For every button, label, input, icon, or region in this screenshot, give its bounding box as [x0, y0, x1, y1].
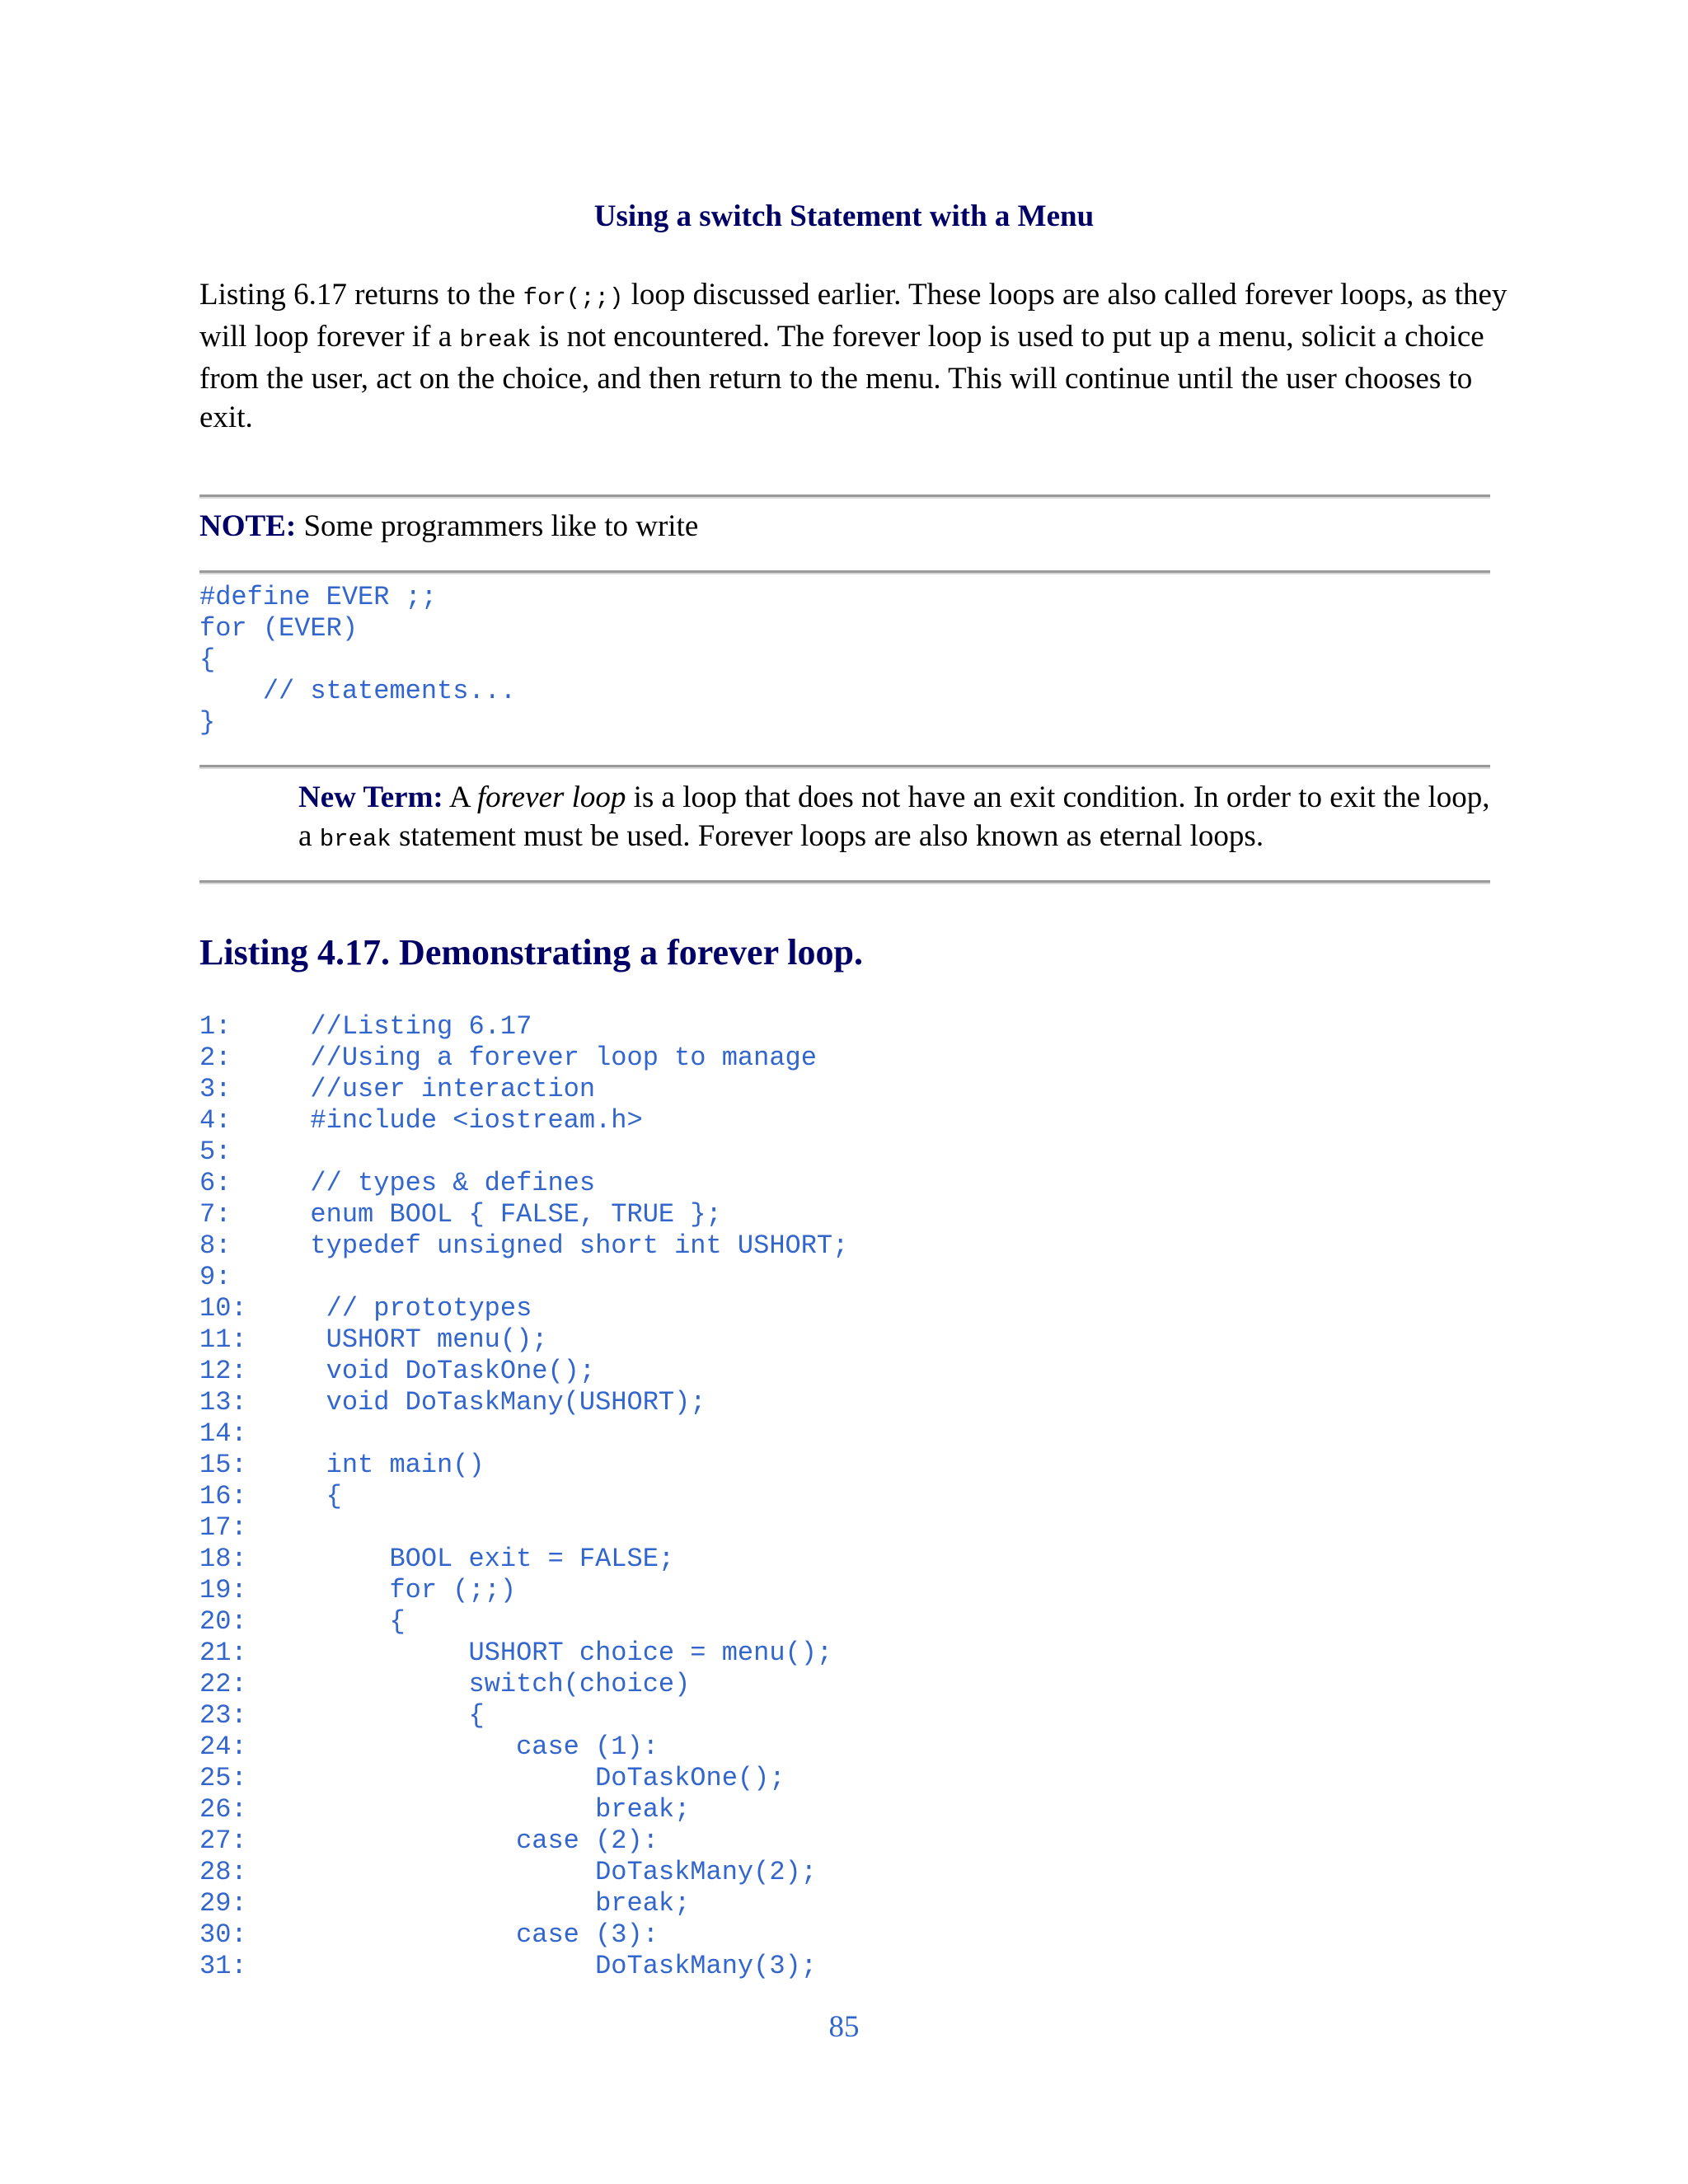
note-text: Some programmers like to write [296, 509, 699, 543]
code-line: 6: // types & defines [199, 1168, 596, 1198]
code-line: } [199, 707, 216, 738]
code-line: 25: DoTaskOne(); [199, 1763, 785, 1793]
code-line: 17: [199, 1512, 247, 1543]
code-line: for (EVER) [199, 613, 359, 644]
page-number: 85 [828, 2010, 860, 2044]
code-line: #define EVER ;; [199, 582, 438, 612]
code-line: 14: [199, 1418, 247, 1449]
code-line: 16: { [199, 1481, 342, 1511]
code-line: 30: case (3): [199, 1919, 659, 1950]
code-line: 4: #include <iostream.h> [199, 1105, 643, 1136]
inline-code-break: break [459, 326, 532, 354]
new-term-text-1: A [443, 780, 477, 814]
note [199, 509, 698, 544]
inline-code-break: break [319, 826, 392, 853]
code-line: 22: switch(choice) [199, 1669, 691, 1699]
code-line: 27: case (2): [199, 1825, 659, 1856]
code-line: 24: case (1): [199, 1732, 659, 1762]
note-top-rule [199, 494, 1490, 499]
intro-text-1: Listing 6.17 returns to the [199, 278, 523, 312]
code-line: 8: typedef unsigned short int USHORT; [199, 1230, 849, 1261]
new-term-box [298, 778, 1493, 859]
code-line: 15: int main() [199, 1450, 485, 1480]
inline-code-for: for(;;) [523, 284, 624, 312]
new-term-text-2: is a loop that does not have an exit condition. In order to exit the loop, a [298, 780, 1490, 853]
code-line: 29: break; [199, 1888, 691, 1919]
new-term-top-rule [199, 765, 1490, 769]
note-label: NOTE: [199, 509, 297, 543]
note-code-block [199, 582, 516, 738]
code-line: 7: enum BOOL { FALSE, TRUE }; [199, 1199, 722, 1230]
code-line: 23: { [199, 1700, 485, 1731]
code-line: 5: [199, 1137, 232, 1167]
code-line: // statements... [199, 676, 517, 706]
code-line: 21: USHORT choice = menu(); [199, 1638, 833, 1668]
intro-text-3: is not encountered. The forever loop is used to put up a menu, solicit a choice from the user, act on the choice, and then return to the menu. This will continue until the user chooses to exit. [199, 320, 1484, 434]
code-line: 28: DoTaskMany(2); [199, 1857, 817, 1887]
new-term-text-3: statement must be used. Forever loops are also known as eternal loops. [391, 819, 1264, 853]
code-line: 1: //Listing 6.17 [199, 1011, 532, 1042]
code-line: 2: //Using a forever loop to manage [199, 1043, 817, 1073]
code-line: 13: void DoTaskMany(USHORT); [199, 1387, 706, 1418]
intro-text-2: loop discussed earlier. These loops are also called forever loops, as they will loop forever if a [199, 278, 1507, 354]
section-title: Using a switch Statement with a Menu [593, 199, 1095, 233]
new-term-word: forever loop [476, 780, 626, 814]
code-line: 10: // prototypes [199, 1293, 532, 1324]
note-code-top-rule [199, 570, 1490, 574]
code-line: 3: //user interaction [199, 1074, 596, 1104]
code-line: 19: for (;;) [199, 1575, 517, 1605]
code-line: 11: USHORT menu(); [199, 1324, 548, 1355]
new-term-bottom-rule [199, 880, 1490, 884]
code-line: 12: void DoTaskOne(); [199, 1356, 596, 1386]
code-line: 18: BOOL exit = FALSE; [199, 1544, 675, 1574]
listing-code-block [199, 1011, 848, 1982]
code-line: 20: { [199, 1606, 406, 1637]
listing-title: Listing 4.17. Demonstrating a forever loop. [199, 932, 863, 972]
code-line: { [199, 644, 216, 675]
new-term-label: New Term: [298, 780, 443, 814]
code-line: 26: break; [199, 1794, 691, 1825]
intro-paragraph [199, 275, 1518, 437]
code-line: 9: [199, 1262, 232, 1292]
code-line: 31: DoTaskMany(3); [199, 1951, 817, 1981]
